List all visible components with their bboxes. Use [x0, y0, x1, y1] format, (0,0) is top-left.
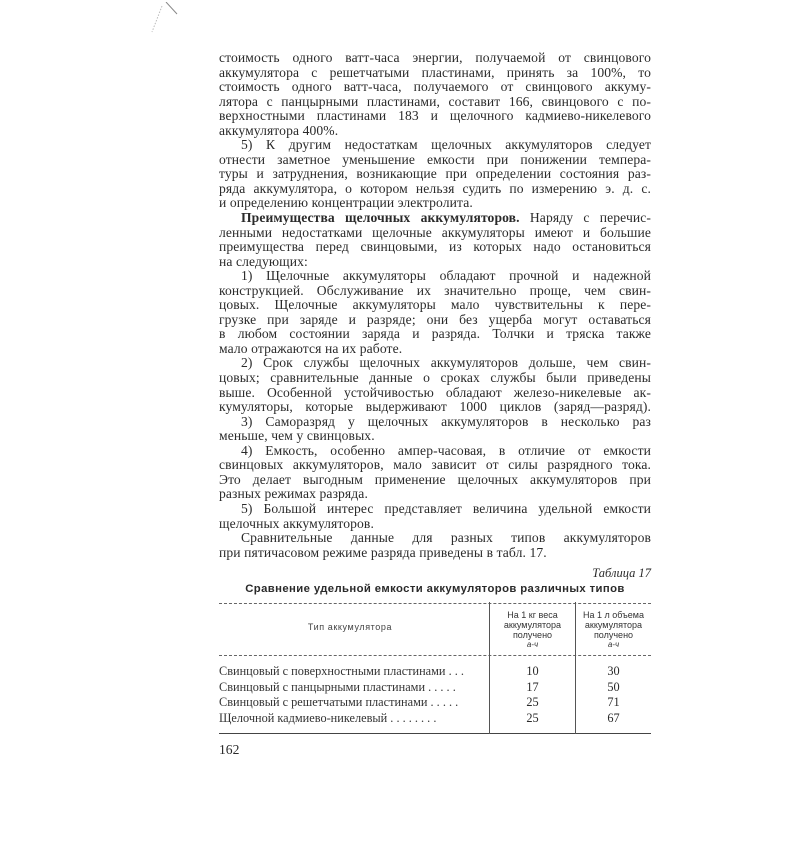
paragraph-comparison: [219, 531, 651, 560]
paragraph-advantage-3: [219, 415, 651, 444]
table-row: [219, 695, 651, 711]
section-heading: Преимущества щелочных аккумуляторов.: [241, 210, 520, 226]
cell-type: Свинцовый с решетчатыми пластинами . . . . .: [219, 695, 459, 709]
text-line: 5) Большой интерес представляет величина удельной емкости: [241, 500, 651, 516]
paragraph-advantages: [219, 211, 651, 269]
text-line: свинцовых аккумуляторов, мало зависит от силы разрядного тока.: [219, 457, 651, 473]
cell-per-liter: 50: [607, 679, 620, 694]
text-line: туры и затруднения, возникающие при определении состояния раз-: [219, 166, 651, 182]
paragraph-drawback-5: [219, 138, 651, 211]
text-line: цовых; сравнительные данные о сроках службы были приведены: [219, 370, 651, 386]
header-per-liter: [576, 610, 651, 650]
text-line: Сравнительные данные для разных типов аккумуляторов: [241, 530, 651, 546]
text-line: Это делает выгодным применение щелочных аккумуляторов при: [219, 471, 651, 487]
text-line: аккумулятора 400%.: [219, 122, 339, 138]
table-top-rule: [219, 603, 651, 604]
text-line: мало отражаются на их работе.: [219, 340, 403, 356]
cell-per-liter: 67: [607, 710, 620, 725]
text-line: ряда аккумулятора, о котором нельзя судить по измерению э. д. с.: [219, 180, 651, 196]
table-header-rule: [219, 655, 651, 656]
text-line: конструкцией. Обслуживание их значительно проще, чем свин-: [219, 282, 651, 298]
cell-per-kg: 25: [526, 695, 539, 709]
comparison-table: [219, 602, 651, 737]
text-line: преимущества перед свинцовыми, из которых надо остановиться: [219, 239, 651, 255]
header-type: Тип аккумулятора: [307, 622, 393, 632]
text-line: 1) Щелочные аккумуляторы обладают прочной и надежной: [241, 268, 651, 284]
text-line: кумуляторы, которые выдерживают 1000 циклов (заряд—разряд).: [219, 399, 651, 415]
text-line: грузке при заряде и разряде; они без ущерба могут оставаться: [219, 311, 651, 327]
text-line: и определению концентрации электролита.: [219, 195, 473, 211]
text-line: на следующих:: [219, 253, 308, 269]
header-text: аккумулятора: [584, 620, 643, 630]
table-row: [219, 664, 651, 680]
text-line: в любом состоянии заряда и разряда. Толчки и тряска также: [219, 326, 651, 342]
paragraph-advantage-1: [219, 269, 651, 356]
table-row: [219, 680, 651, 696]
table-body: [219, 664, 651, 726]
text-line: 2) Срок службы щелочных аккумуляторов дольше, чем свин-: [241, 355, 651, 371]
text-line: разных режимах разряда.: [219, 486, 368, 502]
text-line: 4) Емкость, особенно ампер-часовая, в отличие от емкости: [241, 442, 651, 458]
paragraph-advantage-5: [219, 502, 651, 531]
page-number: 162: [219, 742, 240, 757]
table-row: [219, 711, 651, 727]
text-line: меньше, чем у свинцовых.: [219, 428, 375, 444]
text-line: [219, 211, 651, 226]
cell-type: Свинцовый с поверхностными пластинами . . .: [219, 664, 464, 678]
text-line: цовых. Щелочные аккумуляторы мало чувствительны к пере-: [219, 297, 651, 313]
header-text: получено: [512, 630, 553, 640]
cell-per-kg: 17: [526, 679, 539, 694]
body-text: [219, 51, 651, 560]
table-bottom-rule: [219, 733, 651, 734]
text-line: выше. Особенной устойчивостью обладают железо-никелевые ак-: [219, 384, 651, 400]
paragraph-advantage-2: [219, 356, 651, 414]
header-unit: а-ч: [526, 640, 539, 649]
scan-artifact-mark: [148, 2, 178, 34]
table-label: Таблица 17: [592, 566, 651, 580]
text-line: аккумулятора с решетчатыми пластинами, принять за 100%, то: [219, 64, 651, 80]
text-line: верхностными пластинами 183 и щелочного кадмиево-никелевого: [219, 108, 651, 124]
text-fragment: Наряду с перечис-: [529, 210, 652, 226]
text-line: щелочных аккумуляторов.: [219, 515, 374, 531]
text-line: лятора с панцырными пластинами, составит 166, свинцового с по-: [219, 93, 651, 109]
cell-type: Щелочной кадмиево-никелевый . . . . . . . .: [219, 710, 437, 725]
text-line: ленными недостатками щелочные аккумуляторы имеют и большие: [219, 224, 651, 240]
header-text: На 1 кг веса: [507, 610, 558, 620]
header-unit: а-ч: [607, 640, 620, 649]
cell-per-liter: 71: [607, 695, 620, 709]
cell-type: Свинцовый с панцырными пластинами . . . . .: [219, 679, 456, 694]
header-per-kg: [490, 610, 575, 650]
header-text: На 1 л объема: [583, 610, 644, 620]
cell-per-kg: 25: [526, 710, 539, 725]
text-line: 3) Саморазряд у щелочных аккумуляторов в несколько раз: [241, 413, 651, 429]
text-line: при пятичасовом режиме разряда приведены в табл. 17.: [219, 544, 547, 560]
cell-per-liter: 30: [607, 664, 620, 678]
paragraph-advantage-4: [219, 444, 651, 502]
text-line: 5) К другим недостаткам щелочных аккумуляторов следует: [241, 137, 651, 153]
cell-per-kg: 10: [526, 664, 539, 678]
header-text: получено: [593, 630, 634, 640]
text-line: стоимость одного ватт-часа, получаемого от свинцового аккуму-: [219, 79, 651, 95]
text-line: отнести заметное уменьшение емкости при понижении темпера-: [219, 151, 651, 167]
text-line: стоимость одного ватт-часа энергии, получаемой от свинцового: [219, 50, 651, 65]
header-text: аккумулятора: [503, 620, 562, 630]
table-title: Сравнение удельной емкости аккумуляторов различных типов: [245, 583, 625, 595]
paragraph-cost: [219, 51, 651, 138]
